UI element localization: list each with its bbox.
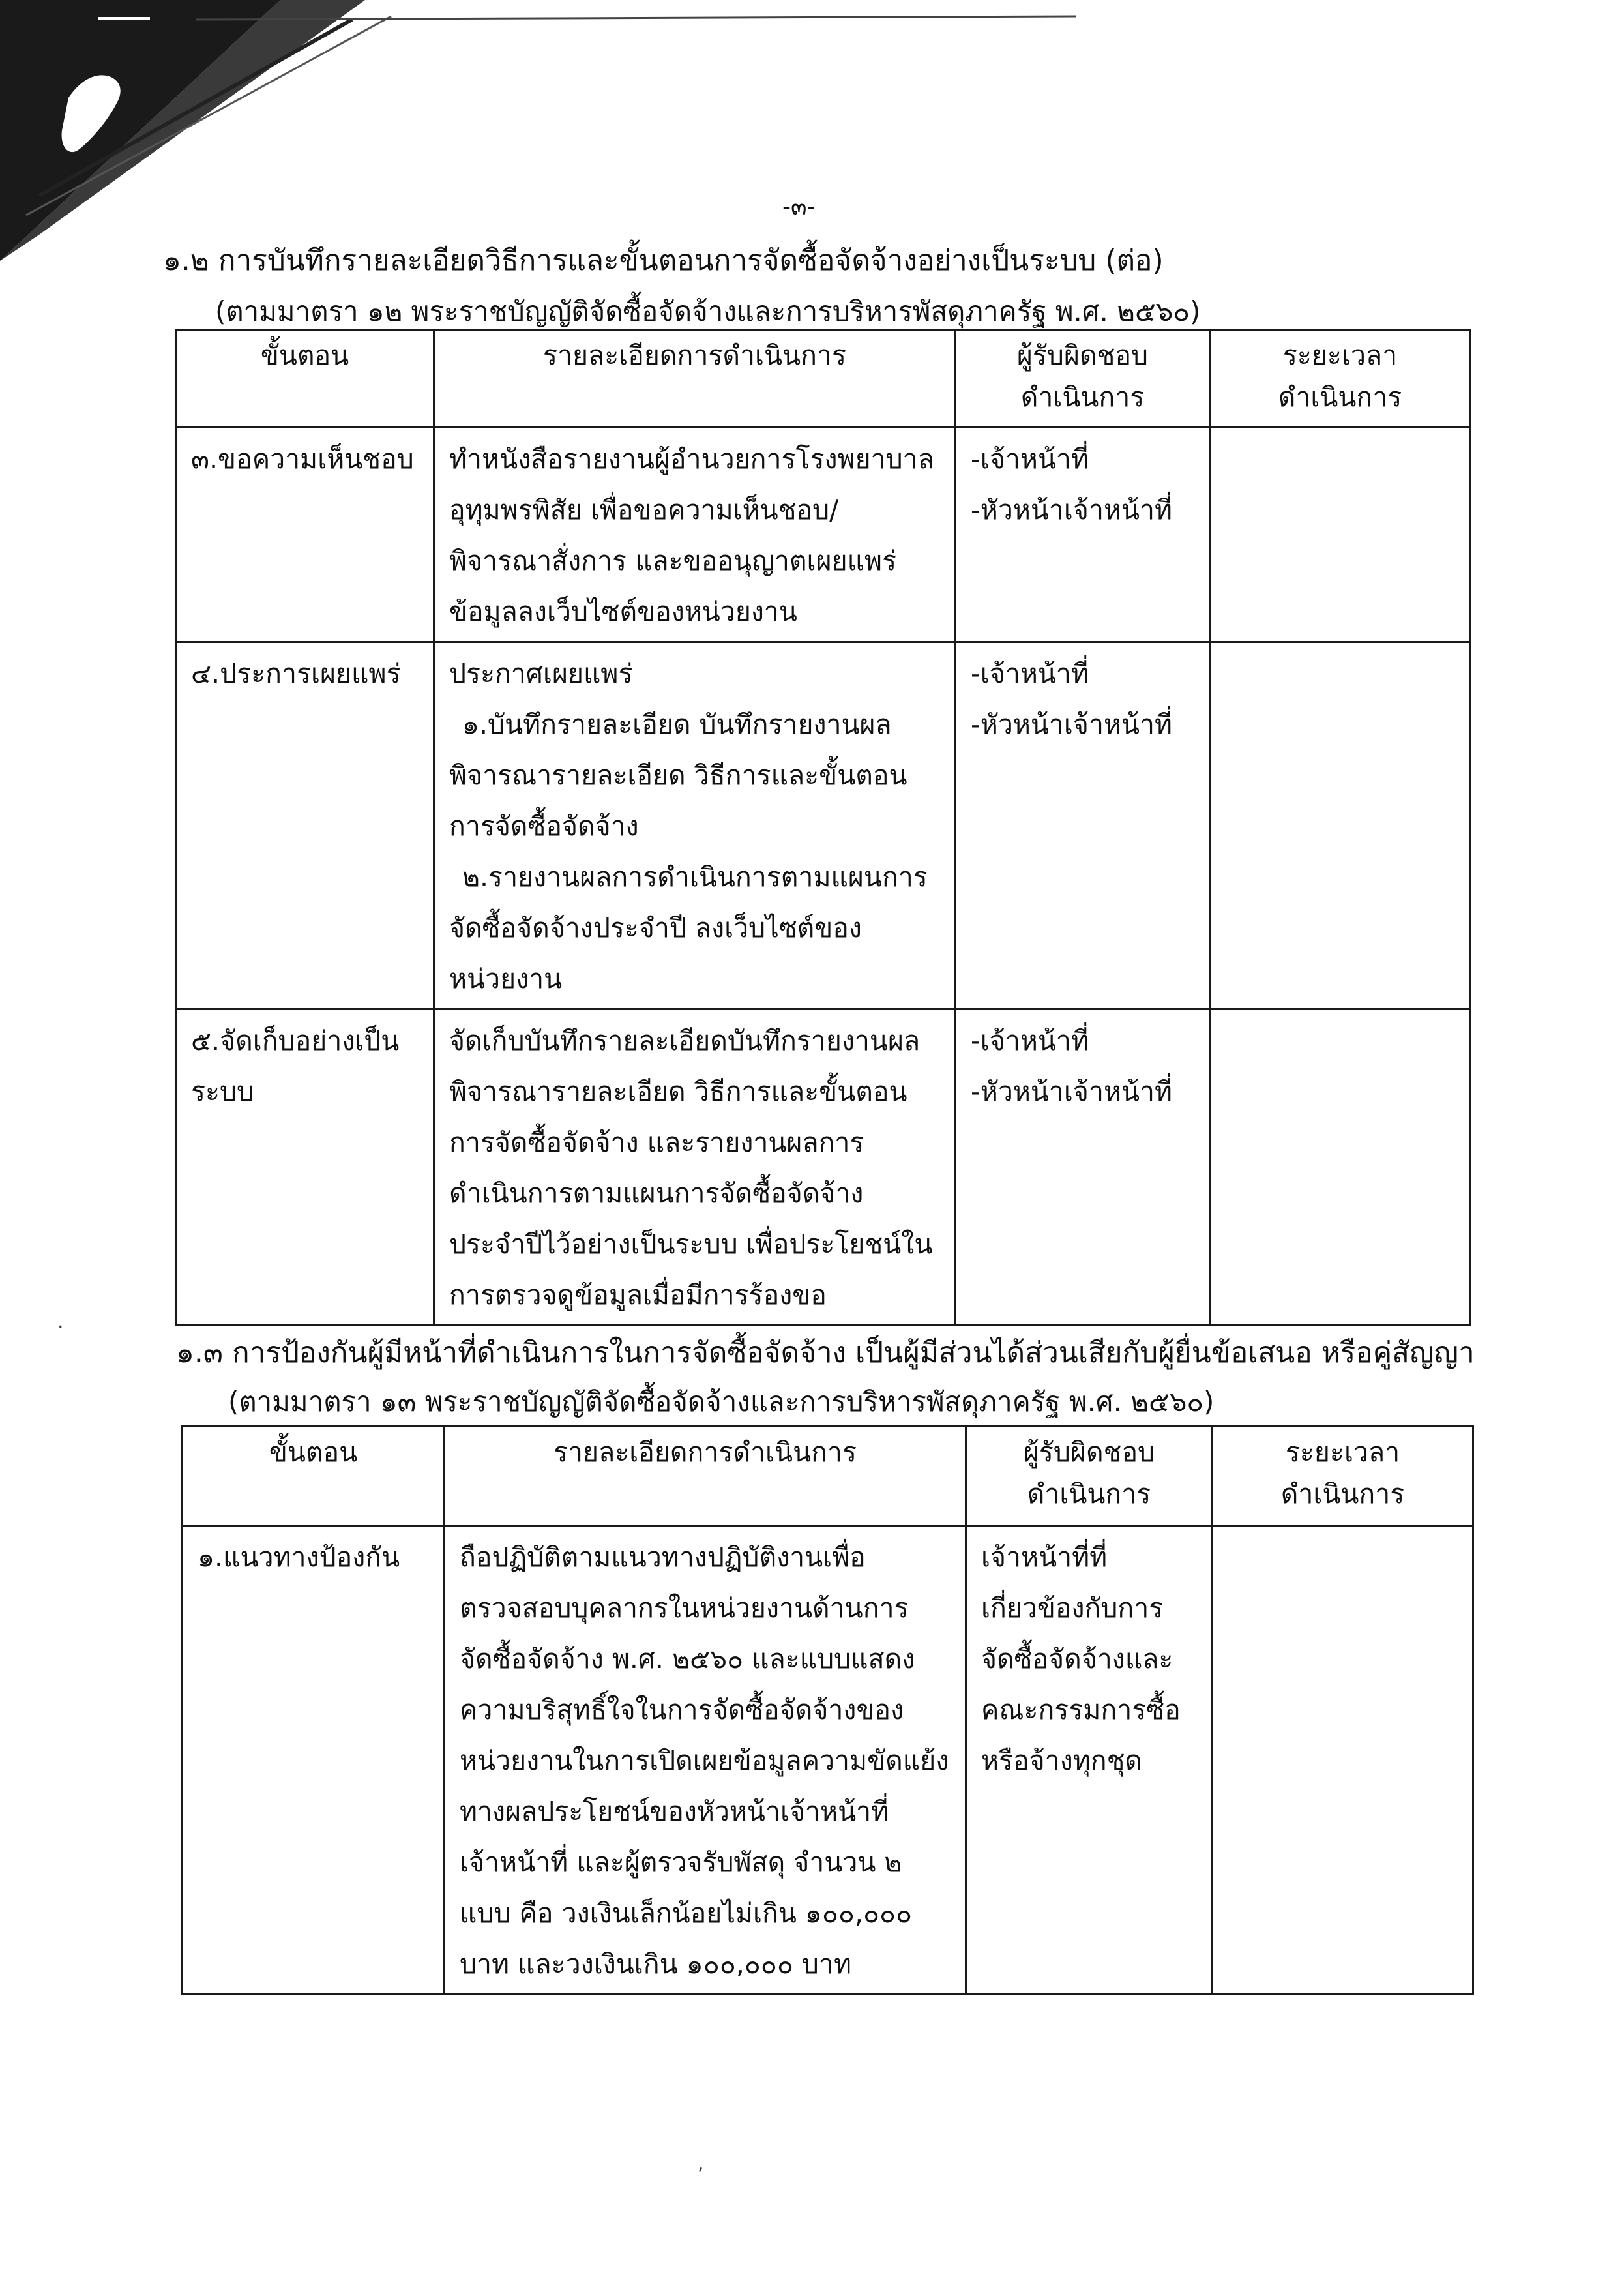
detail-line: ตรวจสอบบุคลากรในหน่วยงานด้านการ <box>460 1592 909 1624</box>
detail-line: ดำเนินการตามแผนการจัดซื้อจัดจ้าง <box>449 1178 864 1209</box>
detail-line: ความบริสุทธิ์ใจในการจัดซื้อจัดจ้างของ <box>460 1694 904 1725</box>
table-row <box>176 428 1471 642</box>
period-cell <box>1210 642 1471 1009</box>
period-cell <box>1213 1526 1473 1995</box>
owner-cell <box>956 1009 1210 1326</box>
step-line: ๑.แนวทางป้องกัน <box>198 1542 400 1573</box>
detail-line: ๑.บันทึกรายละเอียด บันทึกรายงานผล <box>462 709 892 740</box>
header-detail: รายละเอียดการดำเนินการ <box>445 1427 966 1526</box>
table-header-row <box>183 1427 1473 1526</box>
step-cell <box>176 428 434 642</box>
detail-line: การตรวจดูข้อมูลเมื่อมีการร้องขอ <box>449 1279 827 1311</box>
detail-line: การจัดซื้อจัดจ้าง <box>449 811 639 842</box>
detail-line: จัดเก็บบันทึกรายละเอียดบันทึกรายงานผล <box>449 1025 921 1056</box>
header-period-line-1: ระยะเวลา <box>1282 340 1398 371</box>
detail-line: หน่วยงานในการเปิดเผยข้อมูลความขัดแย้ง <box>460 1745 949 1776</box>
header-owner-line-2: ดำเนินการ <box>1020 381 1145 413</box>
detail-line: จัดซื้อจัดจ้าง พ.ศ. ๒๕๖๐ และแบบแสดง <box>460 1643 915 1675</box>
step-line: ระบบ <box>191 1076 254 1107</box>
detail-cell <box>445 1526 966 1995</box>
section-1-2-subtitle: (ตามมาตรา ๑๒ พระราชบัญญัติจัดซื้อจัดจ้างและการบริหารพัสดุภาครัฐ พ.ศ. ๒๕๖๐) <box>215 295 1201 327</box>
owner-line: เจ้าหน้าที่ที่ <box>981 1542 1108 1573</box>
header-owner-line-1: ผู้รับผิดชอบ <box>1023 1437 1155 1468</box>
table-row <box>176 1009 1471 1326</box>
detail-line: อุทุมพรพิสัย เพื่อขอความเห็นชอบ/ <box>449 494 839 526</box>
scan-corner-artifact <box>0 0 1108 274</box>
step-cell <box>176 642 434 1009</box>
owner-cell <box>956 428 1210 642</box>
step-cell <box>176 1009 434 1326</box>
owner-line: -หัวหน้าเจ้าหน้าที่ <box>971 1076 1173 1107</box>
header-step: ขั้นตอน <box>176 330 434 428</box>
detail-line: แบบ คือ วงเงินเล็กน้อยไม่เกิน ๑๐๐,๐๐๐ <box>460 1898 913 1929</box>
header-period <box>1213 1427 1473 1526</box>
owner-line: -หัวหน้าเจ้าหน้าที่ <box>971 494 1173 526</box>
detail-line: ทำหนังสือรายงานผู้อำนวยการโรงพยาบาล <box>449 443 934 475</box>
detail-line: เจ้าหน้าที่ และผู้ตรวจรับพัสดุ จำนวน ๒ <box>460 1847 902 1878</box>
section-1-3-title: ๑.๓ การป้องกันผู้มีหน้าที่ดำเนินการในการจัดซื้อจัดจ้าง เป็นผู้มีส่วนได้ส่วนเสียกับผู้ยื่นข้อเสนอ หรือคู่สัญญา <box>176 1336 1475 1369</box>
period-cell <box>1210 1009 1471 1326</box>
table-header-row <box>176 330 1471 428</box>
header-period <box>1210 330 1471 428</box>
detail-line: ประจำปีไว้อย่างเป็นระบบ เพื่อประโยชน์ใน <box>449 1229 933 1260</box>
step-line: ๔.ประการเผยแพร่ <box>191 658 401 689</box>
table-row <box>183 1526 1473 1995</box>
detail-line: ประกาศเผยแพร่ <box>449 658 633 689</box>
detail-line: ๒.รายงานผลการดำเนินการตามแผนการ <box>462 861 928 893</box>
header-owner-line-1: ผู้รับผิดชอบ <box>1016 340 1149 371</box>
step-cell <box>183 1526 445 1995</box>
table-row <box>176 642 1471 1009</box>
detail-cell <box>434 1009 956 1326</box>
procedure-table-1-2 <box>175 329 1471 1326</box>
header-owner-line-2: ดำเนินการ <box>1027 1478 1151 1510</box>
header-period-line-2: ดำเนินการ <box>1278 381 1402 413</box>
owner-line: หรือจ้างทุกชุด <box>981 1745 1143 1776</box>
section-1-3-subtitle: (ตามมาตรา ๑๓ พระราชบัญญัติจัดซื้อจัดจ้างและการบริหารพัสดุภาครัฐ พ.ศ. ๒๕๖๐) <box>228 1386 1215 1418</box>
detail-line: ถือปฏิบัติตามแนวทางปฏิบัติงานเพื่อ <box>460 1542 866 1573</box>
header-owner <box>966 1427 1213 1526</box>
owner-cell <box>956 642 1210 1009</box>
step-line: ๕.จัดเก็บอย่างเป็น <box>191 1025 400 1056</box>
detail-line: บาท และวงเงินเกิน ๑๐๐,๐๐๐ บาท <box>460 1948 851 1980</box>
detail-line: ข้อมูลลงเว็บไซต์ของหน่วยงาน <box>449 596 797 627</box>
owner-line: -เจ้าหน้าที่ <box>971 443 1089 475</box>
header-period-line-2: ดำเนินการ <box>1280 1478 1405 1510</box>
procedure-table-1-3 <box>181 1425 1474 1995</box>
detail-line: พิจารณารายละเอียด วิธีการและขั้นตอน <box>449 760 907 791</box>
owner-line: คณะกรรมการซื้อ <box>981 1694 1181 1725</box>
header-step: ขั้นตอน <box>183 1427 445 1526</box>
step-line: ๓.ขอความเห็นชอบ <box>191 443 414 475</box>
detail-line: การจัดซื้อจัดจ้าง และรายงานผลการ <box>449 1127 864 1158</box>
scan-speck: , <box>698 2152 704 2175</box>
header-owner <box>956 330 1210 428</box>
owner-cell <box>966 1526 1213 1995</box>
detail-line: พิจารณาสั่งการ และขออนุญาตเผยแพร่ <box>449 545 897 576</box>
detail-cell <box>434 642 956 1009</box>
page-number: -๓- <box>782 194 816 220</box>
owner-line: -หัวหน้าเจ้าหน้าที่ <box>971 709 1173 740</box>
owner-line: จัดซื้อจัดจ้างและ <box>981 1643 1173 1675</box>
detail-line: จัดซื้อจัดจ้างประจำปี ลงเว็บไซต์ของ <box>449 912 862 944</box>
detail-cell <box>434 428 956 642</box>
detail-line: พิจารณารายละเอียด วิธีการและขั้นตอน <box>449 1076 907 1107</box>
period-cell <box>1210 428 1471 642</box>
detail-line: หน่วยงาน <box>449 963 563 994</box>
scan-speck: · <box>57 1316 64 1339</box>
owner-line: เกี่ยวข้องกับการ <box>981 1592 1164 1624</box>
detail-line: ทางผลประโยชน์ของหัวหน้าเจ้าหน้าที่ <box>460 1796 889 1827</box>
section-1-2-title: ๑.๒ การบันทึกรายละเอียดวิธีการและขั้นตอนการจัดซื้อจัดจ้างอย่างเป็นระบบ (ต่อ) <box>163 244 1164 277</box>
owner-line: -เจ้าหน้าที่ <box>971 658 1089 689</box>
header-period-line-1: ระยะเวลา <box>1285 1437 1400 1468</box>
owner-line: -เจ้าหน้าที่ <box>971 1025 1089 1056</box>
header-detail: รายละเอียดการดำเนินการ <box>434 330 956 428</box>
